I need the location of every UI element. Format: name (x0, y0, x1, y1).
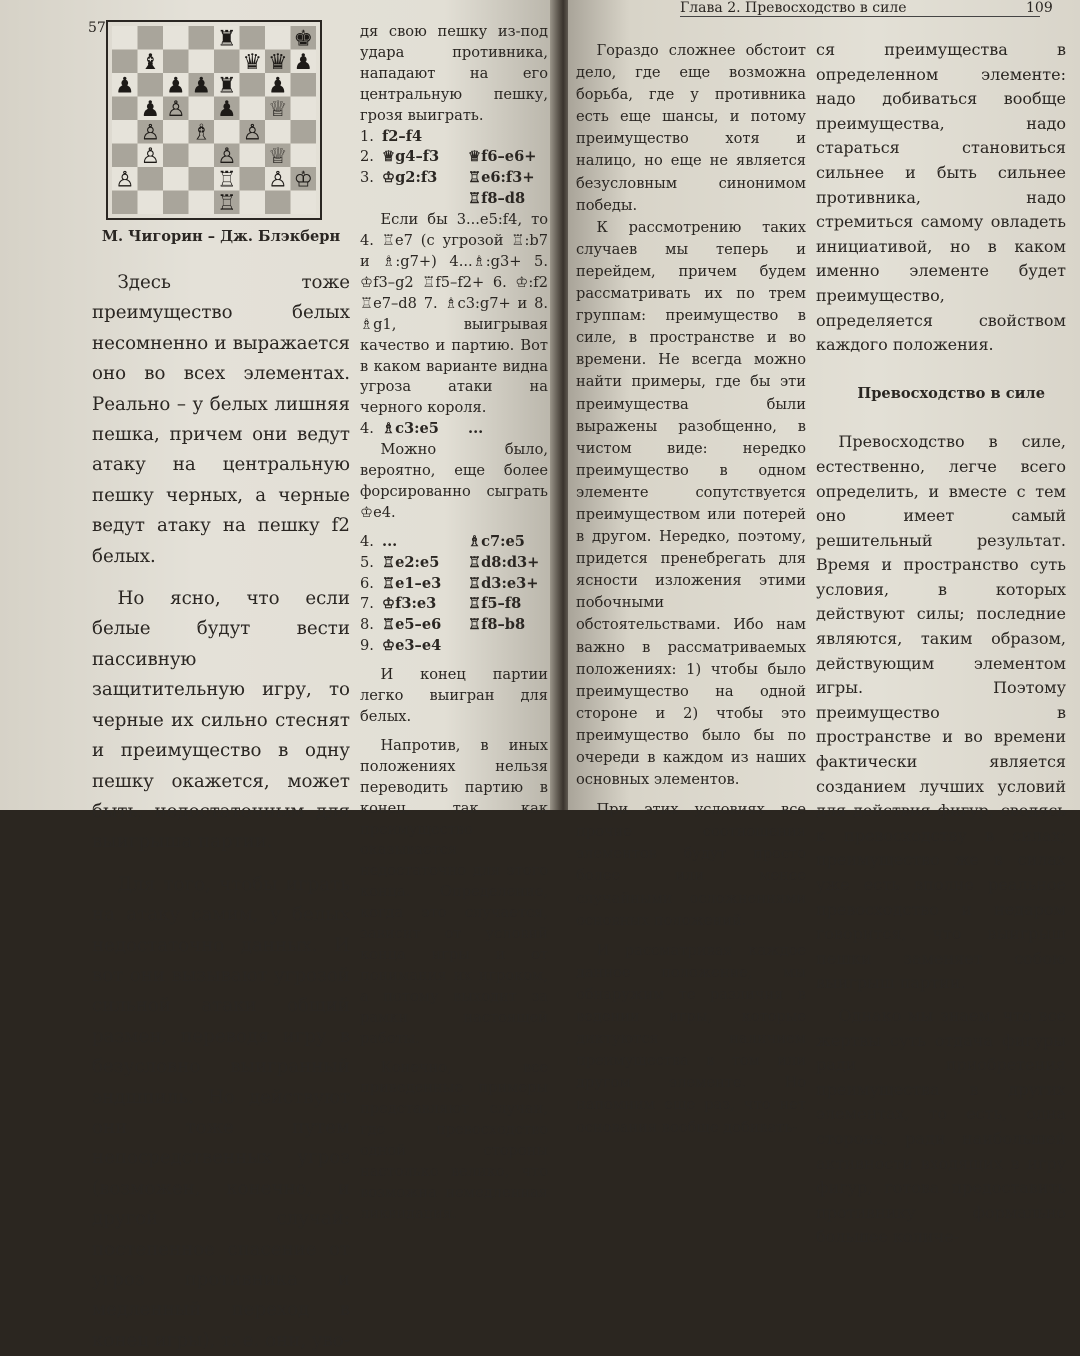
board-square (112, 97, 138, 121)
chess-piece: ♜ (217, 73, 237, 99)
paragraph: ся преимущества в определенном элементе: надо добиваться вообще преимущества, надо стараться становиться сильнее и быть сильнее противника, надо стремиться самому овладеть инициативой, но в каком именно элементе будет преимущество, определяется свойством каждого положения. (816, 40, 1066, 355)
chess-piece: ♕ (268, 96, 288, 122)
board-square (112, 144, 138, 168)
board-square (112, 191, 138, 215)
board-square (189, 50, 215, 74)
paragraph: И рассматривая каждое данное положение, мы обнаружим те различия в ведении игры, которые диктуются наличием преимущества в том или другом элементе. Но напомним еще раз, что нет основания вообще добивать- (576, 941, 806, 1136)
white-move (382, 189, 468, 210)
right-column-1 (576, 40, 806, 1139)
black-move: ♖d3:e3+ (468, 574, 539, 592)
chess-piece: ♙ (115, 167, 135, 193)
board-square (163, 191, 189, 215)
page-number-left: 57 (88, 20, 106, 36)
chess-piece: ♙ (140, 120, 160, 146)
paragraph: Если бы 3...e5:f4, то 4. ♖e7 (с угрозой ♖:b7 и ♗:g7+) 4...♗:g3+ 5. ♔f3–g2 ♖f5–f2+ 6. ♔:f2 ♖e7–d8 7. ♗c3:g7+ и 8. ♗g1, выигрывая качество и партию. Вот в каком варианте видна угроза атаки на черного короля. (360, 211, 548, 417)
board-square (163, 26, 189, 50)
board-square (163, 167, 189, 191)
paragraph: Здесь тоже преимущество белых несомненно и выражается оно во всех элементах. Реально – у белых лишняя пешка, причем они ведут атаку на центральную пешку черных, а черные ведут атаку на пешку f2 белых. (92, 272, 350, 567)
board-square (189, 144, 215, 168)
board-square (265, 191, 291, 215)
paragraph: Напротив, в иных положениях нельзя переводить партию в конец, так как преимущество оказывается недостаточно для этого конца. Определение, когда это случается, зависит от условий конца игры и от понимания их игроком, а потому выходит за рамки настоящей работы. (360, 736, 548, 1047)
white-move: ... (382, 532, 398, 550)
move-row (360, 419, 548, 440)
white-move: ♖e1–e3 (382, 574, 442, 592)
move-list (360, 419, 548, 440)
paragraph: Конечно, все приведенные примеры представляют случаи, где превосходство одной стороны настолько велико, что возможна немедленная ликвидация. (360, 1058, 548, 1222)
page-number-right: 109 (1026, 0, 1053, 16)
board-square (291, 191, 317, 215)
chess-piece: ♟ (140, 96, 160, 122)
white-move: ♔g2:f3 (382, 169, 438, 187)
board-square (112, 26, 138, 50)
move-number: 4. (360, 420, 374, 438)
move-number: 6. (360, 574, 374, 592)
move-row (360, 574, 548, 595)
move-list (360, 532, 548, 657)
move-number: 8. (360, 616, 374, 634)
black-move (468, 636, 546, 657)
black-move: ♖f8–d8 (468, 190, 526, 208)
white-move: ♖e2:e5 (382, 553, 440, 571)
chess-piece: ♟ (115, 73, 135, 99)
chess-piece: ♟ (217, 96, 237, 122)
move-row (360, 615, 548, 636)
white-move: ♕g4–f3 (382, 148, 440, 166)
paragraph: Но ясно, что если белые будут вести пассивную защитительную игру, то черные их сильно стеснят и преимущество в одну пешку окажется, может быть, недостаточным для выигрыша партии. (92, 588, 350, 853)
black-move: ♖d8:d3+ (468, 553, 540, 571)
paragraph: Однако мы знаем, что все жертвы суть отдача фигуры ради приобретения преимущества в других элементах, то есть, одна сторона, ради наибольшей активности входящих в игру фигур, готова предоставить противнику формально большее количе- (816, 1005, 1066, 1247)
left-column-1 (92, 268, 350, 1356)
board-square (189, 167, 215, 191)
white-move: ♔e3–e4 (382, 637, 442, 655)
chess-piece: ♟ (268, 73, 288, 99)
board-square (163, 120, 189, 144)
black-move: ♖e6:f3+ (468, 169, 535, 187)
move-row (360, 127, 548, 148)
move-number: 5. (360, 553, 374, 571)
board-square (240, 97, 266, 121)
chess-diagram (106, 20, 322, 220)
chess-piece: ♟ (293, 49, 313, 75)
left-column-2 (360, 22, 548, 1225)
running-head: Глава 2. Превосходство в силе (680, 0, 1040, 17)
paragraph: К рассмотрению таких случаев мы теперь и перейдем, причем будем рассматривать их по трем группам: преимущество в силе, в пространстве и во времени. Не всегда можно найти примеры, где бы эти преимущества были выражены разобщенно, в чистом виде: нередко преимущество в одном элементе сопутствуется преимуществом или потерей в другом. Нередко, поэтому, придется пренебрегать для ясности изложения этими побочными обстоятельствами. Ибо нам важно в рассматриваемых положениях: 1) чтобы было преимущество на одной стороне и 2) чтобы это преимущество было бы по очереди в каждом из наших основных элементов. (576, 218, 806, 789)
black-move: ♖f5–f8 (468, 595, 522, 613)
white-move: ♔f3:e3 (382, 595, 437, 613)
chess-piece: ♙ (268, 167, 288, 193)
white-move: ♖e5–e6 (382, 616, 442, 634)
paragraph: Можно было, вероятно, еще более форсированно сыграть ♔e4. (360, 441, 548, 521)
move-row (360, 189, 548, 210)
board-square (112, 50, 138, 74)
chess-piece: ♛ (242, 49, 262, 75)
move-number: 9. (360, 637, 374, 655)
move-row (360, 594, 548, 615)
board-square (112, 120, 138, 144)
board-square (138, 167, 164, 191)
board-square (189, 97, 215, 121)
board-square (240, 73, 266, 97)
chess-piece: ♔ (293, 167, 313, 193)
move-row (360, 532, 548, 553)
section-heading: Превосходство в силе (857, 384, 1046, 402)
move-row (360, 147, 548, 168)
move-list (360, 127, 548, 211)
move-number: 2. (360, 148, 374, 166)
move-row (360, 636, 548, 657)
chess-board (112, 26, 316, 214)
chess-piece: ♖ (217, 167, 237, 193)
board-square (189, 26, 215, 50)
black-move: ... (468, 420, 484, 438)
move-row (360, 168, 548, 189)
board-square (163, 50, 189, 74)
chess-piece: ♝ (140, 49, 160, 75)
paragraph: Для того, чтобы играть на атаку самим, у белых недостаточно данных. И вот они вызывают угрозой сильной атаки общий размен, переводя игру в безусловно выигранный эндшпиль. Но действуют они тоже путем непосредственных угроз (возможен, конечно, и другой случай: постепенное спасение от угроз противника и медленный переход в конец игры), т. е. они, уво- (92, 873, 350, 1351)
board-square (138, 26, 164, 50)
paragraph: При этих условиях все прочие соотношения элементов будут просто более или менее случайными осложнениями основных положений. (576, 801, 806, 929)
chess-piece: ♜ (217, 26, 237, 52)
board-square (265, 26, 291, 50)
board-square (138, 73, 164, 97)
move-number: 7. (360, 595, 374, 613)
board-square (240, 191, 266, 215)
chess-piece: ♛ (268, 49, 288, 75)
board-square (265, 120, 291, 144)
board-square (240, 167, 266, 191)
chess-piece: ♕ (268, 143, 288, 169)
move-row (360, 553, 548, 574)
move-number: 1. (360, 127, 374, 145)
chess-piece: ♟ (191, 73, 211, 99)
diagram-caption: М. Чигорин – Дж. Блэкберн (101, 228, 341, 245)
black-move (468, 127, 546, 148)
paragraph: Превосходство в силе, естественно, легче всего определить, и вместе с тем оно имеет самый решительный результат. Время и пространство суть условия, в которых действуют силы; последние являются, таким образом, действующим элементом игры. Поэтому преимущество в пространстве и во времени фактически является созданием лучших условий для действия фигур, сводясь к превосходству в силах; преимущество же в силах уже есть вполне реальное превосходство и недаром говорится, что выигрыш пешки заменяет собою выигрыш партии. (816, 432, 1066, 993)
white-move: ♗c3:e5 (382, 420, 439, 438)
chess-piece: ♙ (140, 143, 160, 169)
chess-piece: ♗ (191, 120, 211, 146)
chess-piece: ♟ (166, 73, 186, 99)
move-number: 4. (360, 532, 374, 550)
board-square (240, 26, 266, 50)
paragraph: Гораздо сложнее обстоит дело, где еще возможна борьба, где у противника есть еще шансы, и потому преимущество хотя и налицо, но еще не является безусловным синонимом победы. (576, 42, 806, 214)
paragraph: И конец партии легко выигран для белых. (360, 666, 548, 725)
board-square (214, 120, 240, 144)
move-number: 3. (360, 169, 374, 187)
chess-piece: ♚ (293, 26, 313, 52)
right-page (568, 0, 1080, 1247)
board-square (291, 144, 317, 168)
board-square (291, 120, 317, 144)
board-square (291, 73, 317, 97)
move-number (360, 189, 382, 210)
paragraph: дя свою пешку из-под удара противника, нападают на его центральную пешку, грозя выиграть. (360, 23, 548, 124)
black-move: ♗c7:e5 (468, 532, 525, 550)
chess-piece: ♙ (242, 120, 262, 146)
board-square (214, 50, 240, 74)
board-square (138, 191, 164, 215)
white-move: f2–f4 (382, 127, 423, 145)
chess-piece: ♙ (217, 143, 237, 169)
chess-piece: ♖ (217, 190, 237, 216)
chess-piece: ♙ (166, 96, 186, 122)
board-square (189, 191, 215, 215)
black-move: ♖f8–b8 (468, 616, 526, 634)
right-column-2 (816, 38, 1066, 1250)
board-square (240, 144, 266, 168)
board-square (291, 97, 317, 121)
board-square (163, 144, 189, 168)
black-move: ♕f6–e6+ (468, 148, 537, 166)
